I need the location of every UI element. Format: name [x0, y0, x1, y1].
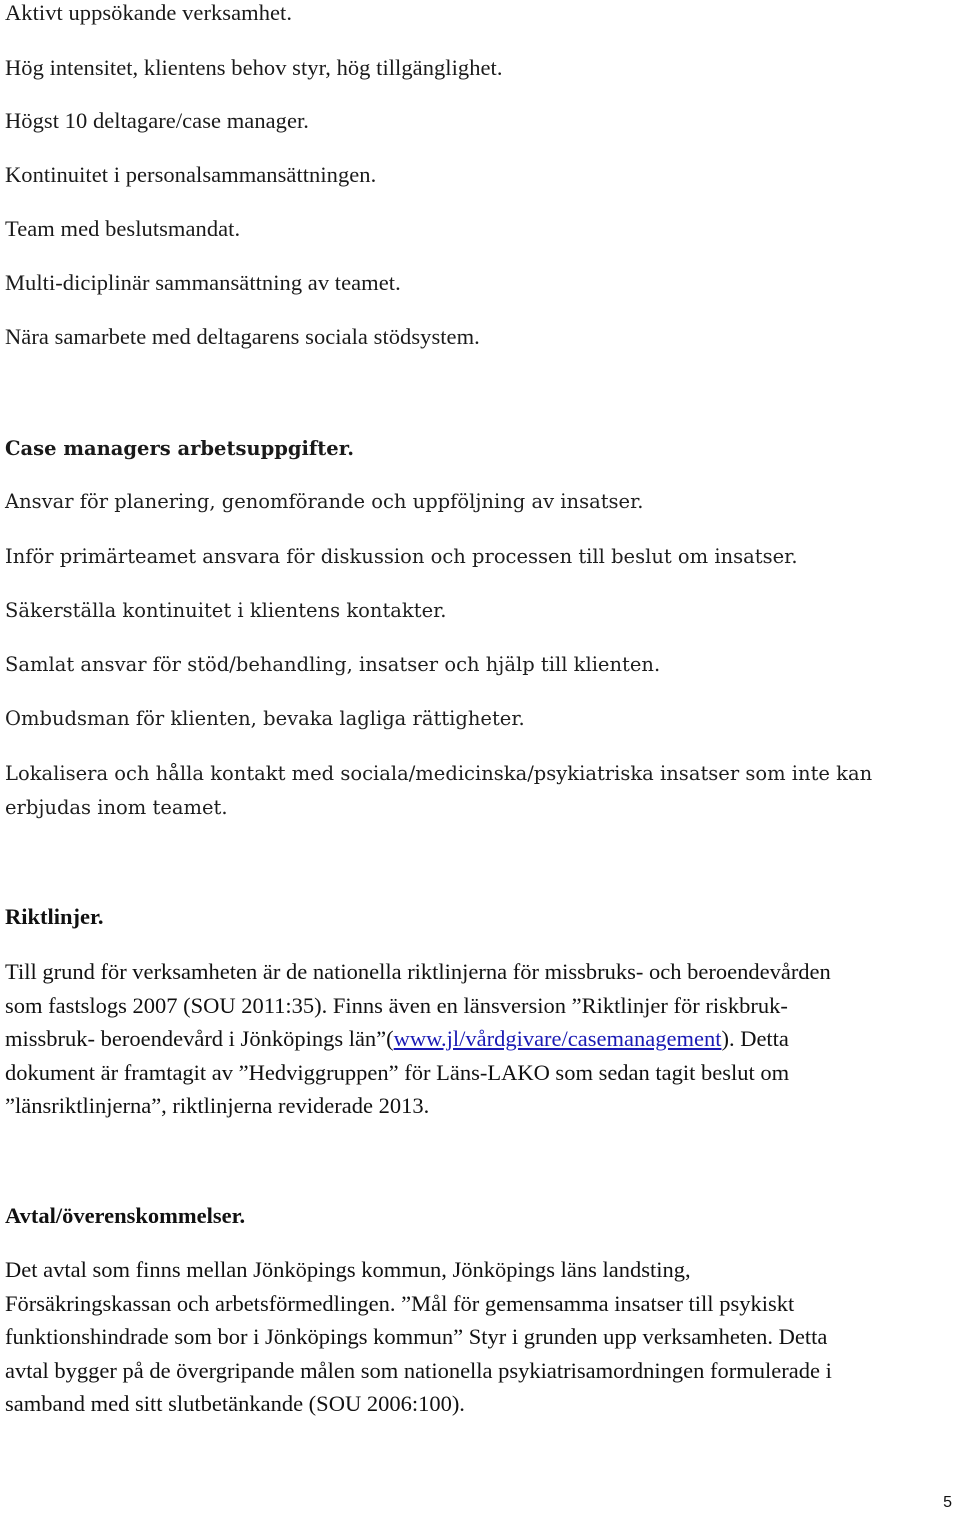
- list-item: Högst 10 deltagare/case manager.: [5, 108, 309, 133]
- guidelines-line: ”länsriktlinjerna”, riktlinjerna reviderade 2013.: [5, 1093, 430, 1118]
- list-item: Team med beslutsmandat.: [5, 216, 241, 241]
- agreements-line: Försäkringskassan och arbetsförmedlingen. ”Mål för gemensamma insatser till psykiskt: [5, 1290, 795, 1316]
- task-item: Ansvar för planering, genomförande och uppföljning av insatser.: [5, 490, 644, 513]
- guidelines-line: dokument är framtagit av ”Hedviggruppen” för Läns-LAKO som sedan tagit beslut om: [5, 1059, 790, 1085]
- task-item: Säkerställa kontinuitet i klientens kontakter.: [5, 599, 447, 622]
- guidelines-line: Till grund för verksamheten är de nationella riktlinjerna för missbruks- och beroendevården: [5, 959, 831, 984]
- list-item: Hög intensitet, klientens behov styr, hög tillgänglighet.: [5, 55, 503, 80]
- list-item: Nära samarbete med deltagarens sociala stödsystem.: [5, 324, 480, 349]
- agreements-line: samband med sitt slutbetänkande (SOU 2006:100).: [5, 1391, 465, 1416]
- list-item: Multi-diciplinär sammansättning av teamet.: [5, 270, 401, 295]
- list-item: Aktivt uppsökande verksamhet.: [5, 0, 293, 25]
- agreements-line: funktionshindrade som bor i Jönköpings kommun” Styr i grunden upp verksamheten. Detta: [5, 1324, 828, 1349]
- guidelines-line: [5, 1022, 831, 1056]
- task-item: Ombudsman för klienten, bevaka lagliga rättigheter.: [5, 707, 525, 730]
- agreements-paragraph: [5, 1253, 832, 1421]
- task-item: Lokalisera och hålla kontakt med sociala/medicinska/psykiatriska insatser som inte kan: [5, 762, 873, 785]
- guidelines-text: ). Detta: [721, 1026, 789, 1051]
- section-heading-tasks: Case managers arbetsuppgifter.: [5, 437, 354, 460]
- section-heading-agreements: Avtal/överenskommelser.: [5, 1203, 246, 1228]
- casemanagement-link[interactable]: www.jl/vårdgivare/casemanagement: [393, 1026, 722, 1051]
- guidelines-text: missbruk- beroendevård i Jönköpings län”(: [5, 1026, 394, 1051]
- task-item-continuation: erbjudas inom teamet.: [5, 796, 228, 819]
- section-heading-guidelines: Riktlinjer.: [5, 904, 104, 929]
- task-item: Samlat ansvar för stöd/behandling, insatser och hjälp till klienten.: [5, 653, 661, 676]
- guidelines-line: som fastslogs 2007 (SOU 2011:35). Finns även en länsversion ”Riktlinjer för riskbruk-: [5, 992, 788, 1018]
- task-item: Inför primärteamet ansvara för diskussion och processen till beslut om insatser.: [5, 545, 798, 568]
- list-item: Kontinuitet i personalsammansättningen.: [5, 162, 377, 187]
- agreements-line: Det avtal som finns mellan Jönköpings kommun, Jönköpings läns landsting,: [5, 1257, 691, 1282]
- guidelines-paragraph: [5, 955, 831, 1123]
- page-number: 5: [943, 1494, 952, 1511]
- agreements-line: avtal bygger på de övergripande målen som nationella psykiatrisamordningen formulerade i: [5, 1357, 832, 1383]
